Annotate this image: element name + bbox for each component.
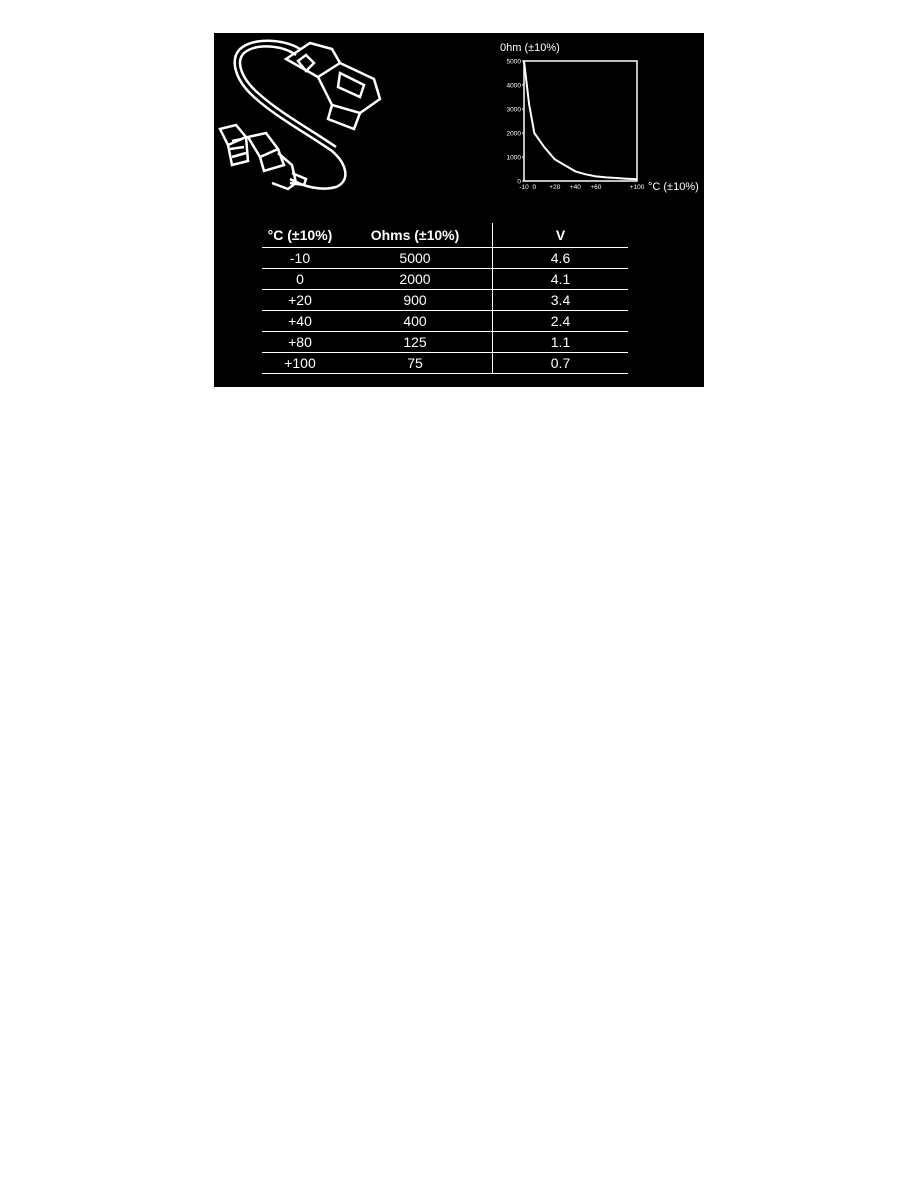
cell-temperature: +100 [262, 353, 338, 374]
x-tick-label: 0 [532, 184, 537, 191]
table-row [262, 290, 628, 311]
cell-ohms: 400 [338, 311, 493, 332]
x-tick-label: +100 [629, 184, 645, 191]
y-tick-label: 0 [517, 178, 521, 186]
y-tick-label: 5000 [506, 58, 521, 66]
x-tick-labels [519, 184, 644, 191]
y-tick-label: 2000 [506, 130, 521, 138]
cell-voltage: 4.1 [493, 269, 629, 290]
chart-y-label: 0hm (±10%) [500, 42, 560, 54]
temperature-sensor-illustration [214, 33, 394, 203]
cell-ohms: 125 [338, 332, 493, 353]
header-voltage: V [493, 223, 629, 248]
table-row [262, 269, 628, 290]
y-tick-label: 1000 [506, 154, 521, 162]
header-ohms: Ohms (±10%) [338, 223, 493, 248]
cell-temperature: +80 [262, 332, 338, 353]
cell-voltage: 1.1 [493, 332, 629, 353]
chart-x-label: °C (±10%) [648, 181, 699, 193]
x-tick-label: +20 [549, 184, 561, 191]
cell-voltage: 0.7 [493, 353, 629, 374]
cell-temperature: +40 [262, 311, 338, 332]
table-row [262, 248, 628, 269]
cell-temperature: 0 [262, 269, 338, 290]
x-tick-label: +40 [569, 184, 581, 191]
resistance-curve-chart [494, 37, 704, 197]
y-tick-labels [507, 59, 524, 186]
table-header-row [262, 223, 628, 248]
resistance-voltage-table [262, 223, 628, 374]
header-temperature: °C (±10%) [262, 223, 338, 248]
cell-temperature: -10 [262, 248, 338, 269]
plot-frame [524, 61, 637, 181]
x-tick-label: -10 [519, 184, 529, 191]
cell-ohms: 75 [338, 353, 493, 374]
cell-voltage: 2.4 [493, 311, 629, 332]
cell-voltage: 4.6 [493, 248, 629, 269]
cell-ohms: 900 [338, 290, 493, 311]
y-tick-label: 4000 [506, 82, 521, 90]
y-tick-label: 3000 [506, 106, 521, 114]
table-row [262, 332, 628, 353]
cell-temperature: +20 [262, 290, 338, 311]
table-row [262, 353, 628, 374]
x-tick-label: +60 [590, 184, 602, 191]
cell-ohms: 2000 [338, 269, 493, 290]
cell-ohms: 5000 [338, 248, 493, 269]
cell-voltage: 3.4 [493, 290, 629, 311]
sensor-figure [214, 33, 704, 387]
table-row [262, 311, 628, 332]
resistance-curve-line [524, 61, 637, 179]
